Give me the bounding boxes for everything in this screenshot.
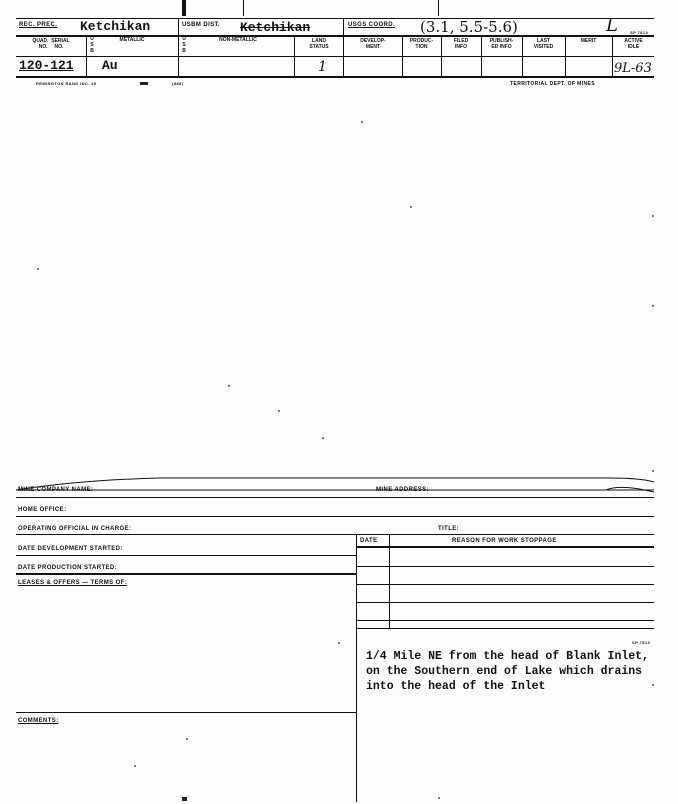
- mine-company-label: MINE COMPANY NAME:: [18, 487, 94, 493]
- rec-prec-value: Ketchikan: [80, 19, 151, 34]
- operating-official-label: OPERATING OFFICIAL IN CHARGE:: [18, 526, 132, 532]
- printer-code: (888): [172, 81, 184, 86]
- metallic-value: Au: [102, 58, 118, 73]
- col-quad-serial: QUAD. SERIAL NO. NO.: [32, 38, 70, 50]
- col-usb-2: U S B: [182, 36, 186, 54]
- card-top-edge: [0, 470, 678, 500]
- home-office-label: HOME OFFICE:: [18, 507, 67, 513]
- usgs-coord-label: USGS COORD.: [348, 22, 396, 28]
- location-note: 1/4 Mile NE from the head of Blank Inlet, on the Southern end of Lake which drains into the head of the Inlet: [366, 650, 649, 693]
- date-development-label: DATE DEVELOPMENT STARTED:: [18, 546, 123, 552]
- index-tab-mark: [182, 0, 186, 16]
- title-label: TITLE:: [438, 526, 460, 532]
- usbm-dist-label: USBM DIST.: [182, 22, 221, 28]
- col-merit: MERIT: [580, 38, 597, 44]
- col-metallic: METALLIC: [119, 37, 145, 43]
- mine-address-label: MINE ADDRESS:: [376, 487, 429, 493]
- active-idle-value: 9L-63: [614, 61, 652, 76]
- printer-line: REMINGTON RAND INC. 20: [36, 81, 97, 86]
- col-last-visited: LAST VISITED: [533, 38, 554, 50]
- col-active-idle: ACTIVE IDLE: [624, 38, 643, 50]
- date-col-label: DATE: [360, 538, 378, 544]
- date-production-label: DATE PRODUCTION STARTED:: [18, 565, 118, 571]
- rec-prec-label: REC. PREC.: [19, 22, 58, 28]
- col-non-metallic: NON-METALLIC: [219, 37, 257, 43]
- col-usb-1: U S B: [90, 36, 94, 54]
- col-production: PRODUC- TION: [409, 38, 434, 50]
- comments-label: COMMENTS:: [18, 718, 59, 724]
- reason-col-label: REASON FOR WORK STOPPAGE: [452, 538, 557, 544]
- corner-mark: L: [606, 15, 618, 36]
- quad-serial-value: 120-121: [19, 58, 74, 73]
- usbm-dist-value: Ketchikan: [240, 20, 311, 35]
- leases-label: LEASES & OFFERS — TERMS OF:: [18, 580, 128, 586]
- col-development: DEVELOP- MENT: [360, 38, 386, 50]
- col-published-info: PUBLISH- ED INFO: [489, 38, 514, 50]
- land-status-value: 1: [318, 59, 327, 75]
- usgs-coord-value: (3.1, 5.5-5.6): [420, 18, 518, 36]
- col-land-status: LAND STATUS: [309, 38, 329, 50]
- dept-line: TERRITORIAL DEPT. OF MINES: [510, 81, 595, 87]
- form-number-bottom: SP 7813: [632, 640, 651, 645]
- col-filed-info: FILED INFO: [453, 38, 469, 50]
- form-number: SP 7814: [630, 30, 649, 35]
